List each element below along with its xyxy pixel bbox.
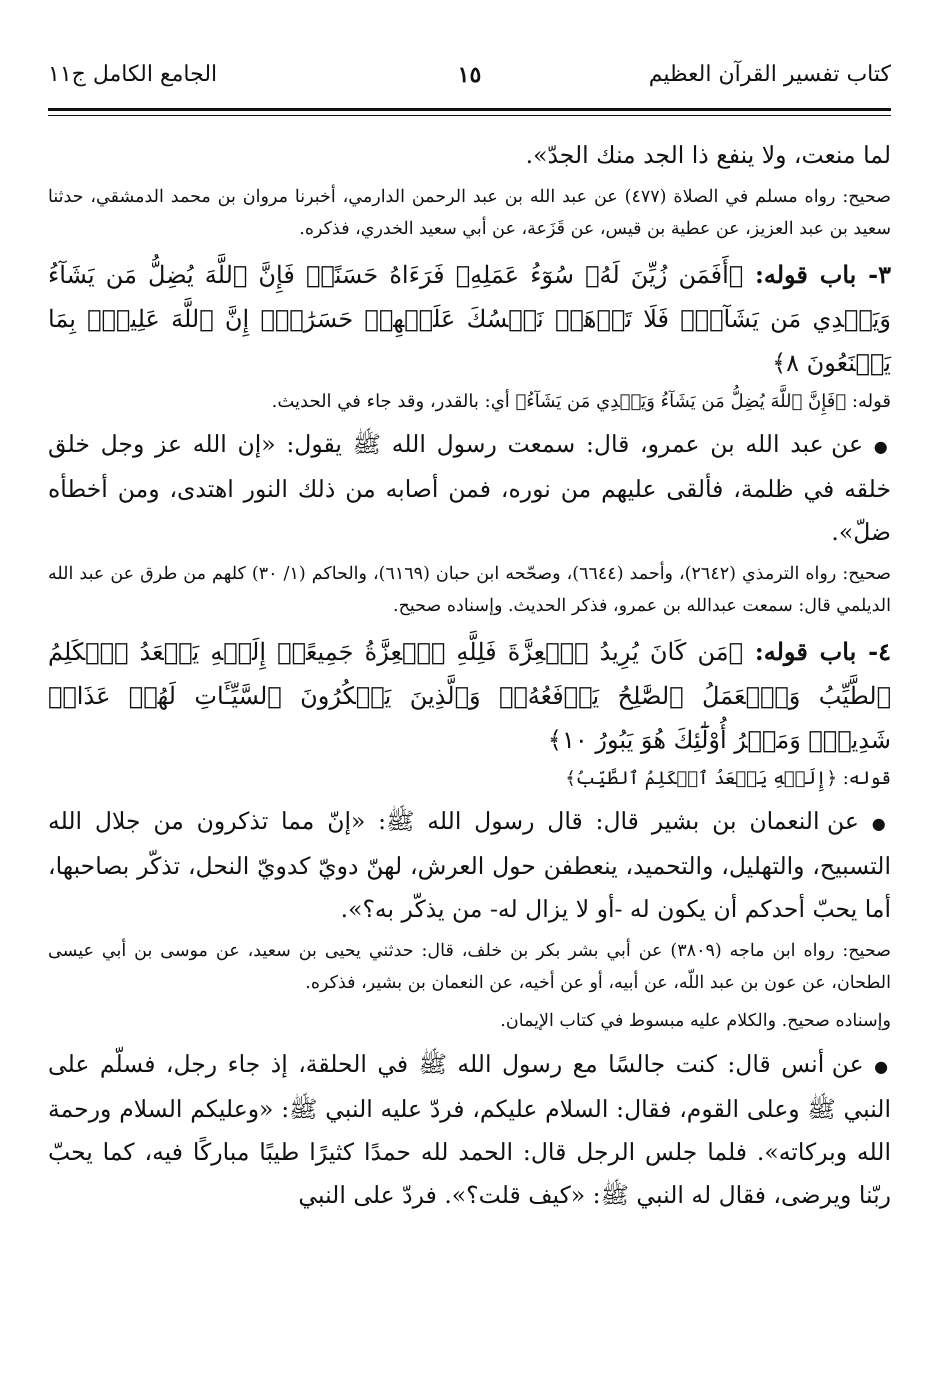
- commentary-line: قوله: ﴿فَإِنَّ ٱللَّهَ يُضِلُّ مَن يَشَآءُ وَيَهۡدِي مَن يَشَآءُ﴾ أي: بالقدر، وقد جاء في الحديث.: [271, 391, 891, 412]
- hadith-text: عن النعمان بن بشير قال: قال رسول الله ﷺ: «إنّ مما تذكرون من جلال الله التسبيح، والتهليل، والتحميد، ينعطفن حول العرش، لهنّ دويّ كدويّ النحل، تذكّر بصاحبها، أما يحبّ أحدكم أن يكون له -أو لا يزال له- من يذكّر به؟».: [48, 807, 891, 923]
- page-content: [48, 134, 891, 1217]
- hadith-text: عن عبد الله بن عمرو، قال: سمعت رسول الله ﷺ يقول: «إن الله عز وجل خلق خلقه في ظلمة، فألقى عليهم من نوره، فمن أصابه من ذلك النور اهتدى، ومن أخطأه ضلّ».: [48, 430, 891, 546]
- book-page: [48, 56, 891, 1374]
- book-title: كتاب تفسير القرآن العظيم: [648, 62, 891, 87]
- page-number: ١٥: [457, 62, 482, 88]
- header-rule-thick: [48, 108, 891, 111]
- header-rule-thin: [48, 115, 891, 116]
- hadith-text-ending: لما منعت، ولا ينفع ذا الجد منك الجدّ».: [525, 141, 891, 169]
- hadith-paragraph: [48, 423, 891, 554]
- hadith-paragraph: [48, 1043, 891, 1217]
- chapter-title: ٣- باب قوله:: [754, 260, 891, 289]
- takhrij-note: صحيح: رواه الترمذي (٢٦٤٢)، وأحمد (٦٦٤٤)، وصحّحه ابن حبان (٦١٦٩)، والحاكم (١/ ٣٠) كلهم من طرق عن عبد الله الديلمي قال: سمعت عبدالله بن عمرو، فذكر الحديث. وإسناده صحيح.: [48, 564, 891, 616]
- bullet-icon: ●: [871, 814, 891, 833]
- takhrij-note: صحيح: رواه ابن ماجه (٣٨٠٩) عن أبي بشر بكر بن خلف، قال: حدثني يحيى بن سعيد، عن موسى بن أبي عيسى الطحان، عن عون بن عبد اللّه، عن أبيه، أو عن أخيه، عن النعمان بن بشير، فذكره.: [48, 941, 891, 993]
- chapter-heading-4: [48, 630, 891, 762]
- quran-verse: ﴿مَن كَانَ يُرِيدُ ٱلۡعِزَّةَ فَلِلَّهِ ٱلۡعِزَّةُ جَمِيعًاۚ إِلَيۡهِ يَصۡعَدُ ٱلۡكَلِمُ ٱلطَّيِّبُ وَٱلۡعَمَلُ ٱلصَّٰلِحُ يَرۡفَعُهُۥۚ وَٱلَّذِينَ يَمۡكُرُونَ ٱلسَّيِّـَٔاتِ لَهُمۡ عَذَابٞ شَدِيدٞۖ وَمَكۡرُ أُوْلَٰٓئِكَ هُوَ يَبُورُ ١٠﴾: [48, 638, 891, 754]
- grading-note: وإسناده صحيح. والكلام عليه مبسوط في كتاب الإيمان.: [500, 1011, 891, 1031]
- hadith-paragraph: [48, 800, 891, 931]
- bullet-icon: ●: [873, 437, 891, 456]
- hadith-text: عن أنس قال: كنت جالسًا مع رسول الله ﷺ في الحلقة، إذ جاء رجل، فسلّم على النبي ﷺ وعلى القوم، فقال: السلام عليكم، فردّ عليه النبي ﷺ: «وعليكم السلام ورحمة الله وبركاته». فلما جلس الرجل قال: الحمد لله حمدًا كثيرًا طيبًا مباركًا فيه، كما يحبّ ربّنا ويرضى، فقال له النبي ﷺ: «كيف قلت؟». فردّ على النبي: [48, 1050, 891, 1209]
- quran-verse: ﴿أَفَمَن زُيِّنَ لَهُۥ سُوٓءُ عَمَلِهِۦ فَرَءَاهُ حَسَنًاۖ فَإِنَّ ٱللَّهَ يُضِلُّ مَن يَشَآءُ وَيَهۡدِي مَن يَشَآءُۖ فَلَا تَذۡهَبۡ نَفۡسُكَ عَلَيۡهِمۡ حَسَرَٰتٍۚ إِنَّ ٱللَّهَ عَلِيمُۢ بِمَا يَصۡنَعُونَ ٨﴾: [48, 261, 891, 377]
- commentary-line: قوله: ﴿إِلَيۡهِ يَصۡعَدُ ٱلۡكَلِمُ ٱلطَّيِّبُ﴾: [565, 768, 891, 789]
- page-header: [48, 56, 891, 106]
- takhrij-note: صحيح: رواه مسلم في الصلاة (٤٧٧) عن عبد الله بن عبد الرحمن الدارمي، أخبرنا مروان بن محمد الدمشقي، حدثنا سعيد بن عبد العزيز، عن عطية بن قيس، عن قَزَعة، عن أبي سعيد الخدري، فذكره.: [48, 187, 892, 239]
- chapter-title: ٤- باب قوله:: [754, 637, 891, 666]
- bullet-icon: ●: [874, 1057, 891, 1076]
- chapter-heading-3: [48, 253, 891, 385]
- volume-title: الجامع الكامل ج١١: [48, 62, 218, 87]
